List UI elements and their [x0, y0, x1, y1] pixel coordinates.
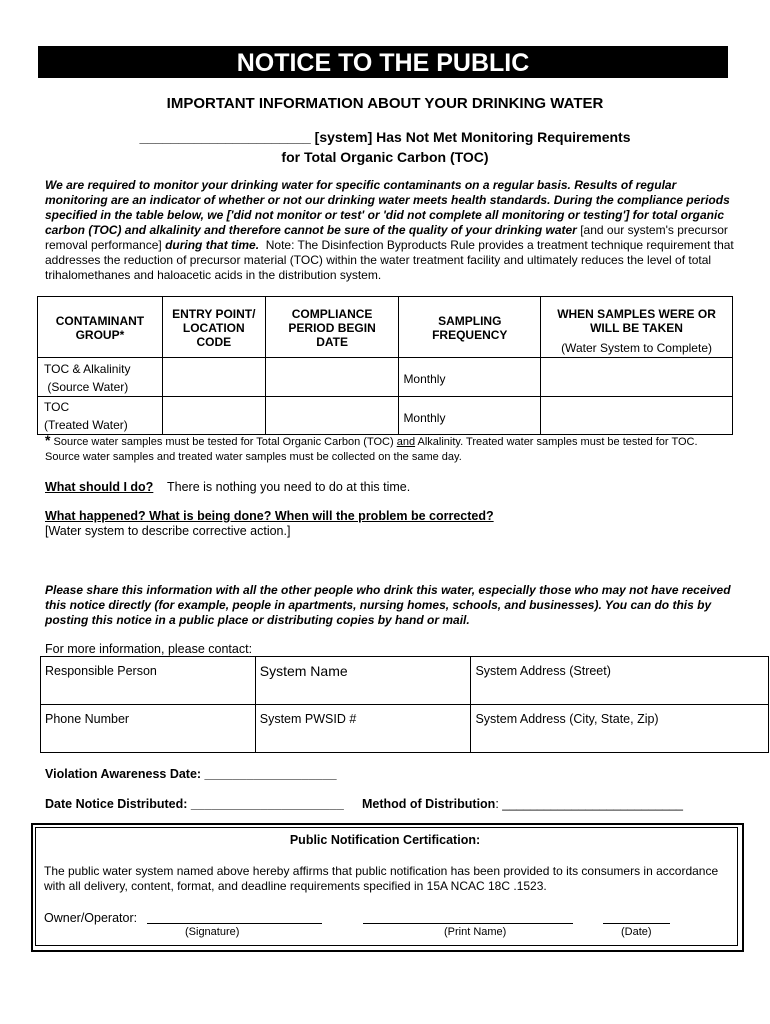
print-name-caption: (Print Name)	[444, 926, 507, 938]
intro-note: Note: The Disinfection Byproducts Rule provides a treatment technique requirement that addresses the reduction of precursor material (TOC) within the water treatment facility and ultimately reduces the level of total trihalomethanes and haloacetic acids in the distribution system.	[45, 238, 734, 282]
header-compliance-period: COMPLIANCE PERIOD BEGIN DATE	[265, 297, 399, 358]
signature-line	[147, 923, 322, 924]
row-period-cell	[265, 358, 399, 397]
header-when-note: (Water System to Complete)	[561, 341, 712, 355]
method-of-distribution: Method of Distribution: __________________________	[362, 797, 684, 811]
footnote: * Source water samples must be tested for Total Organic Carbon (TOC) and Alkalinity. Treated water samples must be tested for TOC. Source water samples and treated water samples must be collected on the same day.	[45, 432, 698, 463]
contact-intro: For more information, please contact:	[45, 642, 253, 656]
contact-table	[40, 656, 769, 753]
date-caption: (Date)	[621, 926, 652, 938]
table-row	[38, 397, 733, 435]
contact-responsible-person: Responsible Person	[41, 657, 256, 705]
contact-system-name: System Name	[255, 657, 471, 705]
monitoring-table	[37, 296, 733, 435]
header-when-taken: WHEN SAMPLES WERE OR WILL BE TAKEN (Water System to Complete)	[541, 297, 733, 358]
row-when-cell	[541, 358, 733, 397]
violation-heading-line2: for Total Organic Carbon (TOC)	[281, 149, 489, 165]
certification-text: The public water system named above hereby affirms that public notification has been provided to its consumers in accordance with all delivery, content, format, and deadline requirements specified in 15A NCAC 18C .1523.	[44, 864, 719, 893]
violation-awareness-date: Violation Awareness Date: ___________________	[45, 767, 337, 781]
row-entry-cell	[162, 397, 265, 435]
subtitle: IMPORTANT INFORMATION ABOUT YOUR DRINKING WATER	[166, 95, 604, 112]
what-should-i-do: What should I do? There is nothing you need to do at this time.	[45, 480, 411, 494]
contact-address-street: System Address (Street)	[471, 657, 769, 705]
what-happened-answer: [Water system to describe corrective action.]	[45, 524, 291, 538]
signature-caption: (Signature)	[185, 926, 240, 938]
page-title: NOTICE TO THE PUBLIC	[38, 46, 728, 78]
contact-pwsid: System PWSID #	[255, 705, 471, 753]
row-frequency: Monthly	[399, 358, 541, 397]
row-entry-cell	[162, 358, 265, 397]
intro-paragraph	[45, 178, 735, 283]
row-when-cell	[541, 397, 733, 435]
print-name-line	[363, 923, 573, 924]
certification-title: Public Notification Certification:	[289, 833, 481, 847]
row-contaminant: TOC (Treated Water)	[38, 397, 163, 435]
header-entry-point: ENTRY POINT/ LOCATION CODE	[162, 297, 265, 358]
share-notice: Please share this information with all the other people who drink this water, especially those who may not have received this notice directly (for example, people in apartments, nursing homes, schools, and businesses). You can do this by posting this notice in a public place or distributing copies by hand or mail.	[45, 583, 731, 627]
header-sampling-frequency: SAMPLING FREQUENCY	[399, 297, 541, 358]
contact-phone-number: Phone Number	[41, 705, 256, 753]
row-period-cell	[265, 397, 399, 435]
intro-bracket: [and our system's precursor removal performance]	[45, 223, 728, 252]
intro-bold-2: during that time.	[165, 238, 260, 252]
table-row	[38, 358, 733, 397]
date-notice-distributed: Date Notice Distributed: ______________________	[45, 797, 344, 811]
what-happened-question: What happened? What is being done? When will the problem be corrected?	[45, 509, 494, 523]
owner-operator-label: Owner/Operator:	[44, 911, 138, 925]
intro-bold: We are required to monitor your drinking water for specific contaminants on a regular basis. Results of regular monitoring are an indicator of whether or not our drinking water meets health standards. During the compliance periods specified in the table below, we ['did not monitor or test' or 'did not complete all monitoring or testing'] for total organic carbon (TOC) and alkalinity and therefore cannot be sure of the quality of your drinking water	[45, 178, 730, 237]
row-contaminant: TOC & Alkalinity (Source Water)	[38, 358, 163, 397]
header-contaminant: CONTAMINANT GROUP*	[38, 297, 163, 358]
date-line	[603, 923, 670, 924]
row-frequency: Monthly	[399, 397, 541, 435]
violation-heading-line1: ______________________ [system] Has Not Met Monitoring Requirements	[139, 129, 631, 145]
contact-address-city: System Address (City, State, Zip)	[471, 705, 769, 753]
table-header-row	[38, 297, 733, 358]
